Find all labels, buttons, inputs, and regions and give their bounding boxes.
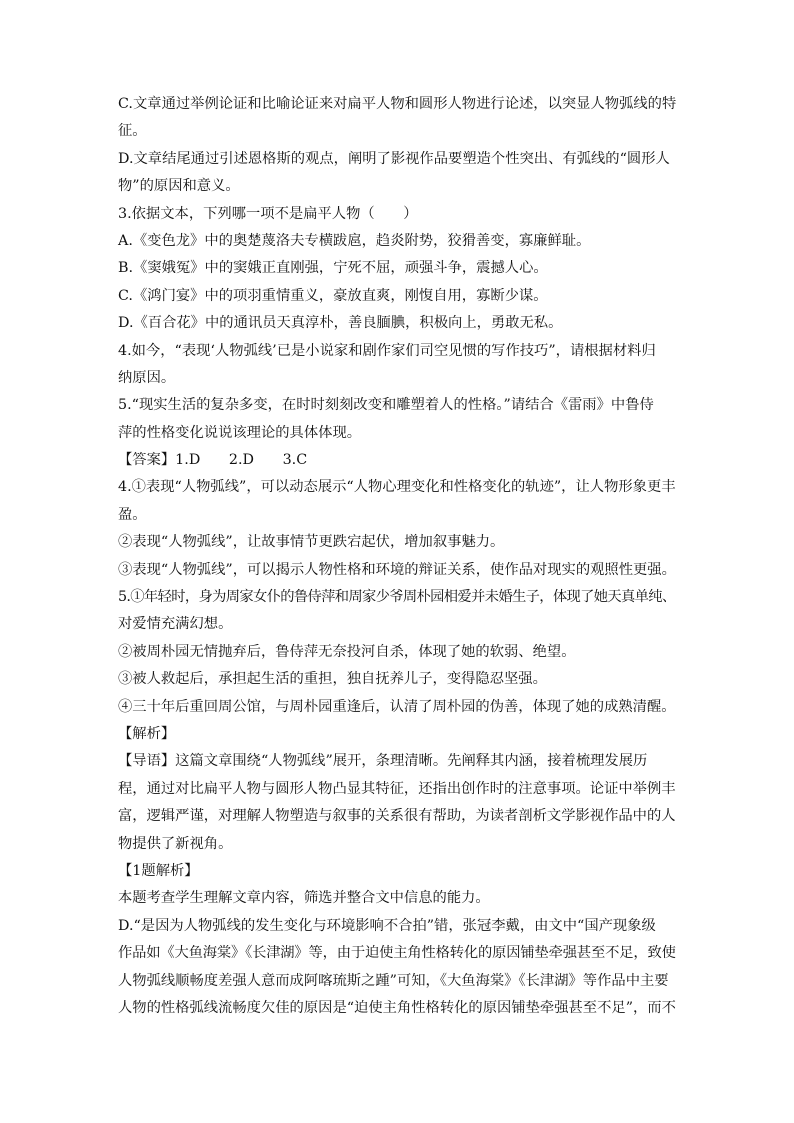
answer-4-point-3: ③表现“人物弧线”，可以揭示人物性格和环境的辩证关系，使作品对现实的观照性更强。 [118, 561, 676, 578]
answer-5-point-2: ②被周朴园无情抛弃后，鲁侍萍无奈投河自杀，体现了她的软弱、绝望。 [118, 643, 576, 660]
option-d-line-2: 物”的原因和意义。 [118, 178, 240, 195]
answer-4-point-1-line-1: 4.①表现“人物弧线”，可以动态展示“人物心理变化和性格变化的轨迹”，让人物形象更丰 [118, 479, 676, 496]
answer-5-point-1-line-2: 对爱情充满幻想。 [118, 616, 233, 633]
intro-line-3: 富，逻辑严谨，对理解人物塑造与叙事的关系很有帮助，为读者剖析文学影视作品中的人 [118, 808, 676, 825]
intro-line-4: 物提供了新视角。 [118, 835, 233, 852]
option-d-line-1: D.文章结尾通过引述恩格斯的观点，阐明了影视作品要塑造个性突出、有弧线的“圆形人 [118, 150, 670, 167]
question-3-option-c: C.《鸿门宴》中的项羽重情重义，豪放直爽，刚愎自用，寡断少谋。 [118, 287, 548, 304]
question-3-option-a: A.《变色龙》中的奥楚蔑洛夫专横跋扈，趋炎附势，狡猾善变，寡廉鲜耻。 [118, 232, 591, 249]
question-3-option-d: D.《百合花》中的通讯员天真淳朴，善良腼腆，积极向上，勇敢无私。 [118, 315, 563, 332]
question-1-analysis-intro: 本题考查学生理解文章内容，筛选并整合文中信息的能力。 [118, 890, 490, 907]
question-1-analysis-line-2: 作品如《大鱼海棠》《长津湖》等，由于迫使主角性格转化的原因铺垫牵强甚至不足，致使 [118, 945, 676, 962]
question-1-analysis-line-1: D.“是因为人物弧线的发生变化与环境影响不合拍”错，张冠李戴，由文中“国产现象级 [118, 917, 656, 934]
question-4-line-1: 4.如今，“表现‘人物弧线’已是小说家和剧作家们司空见惯的写作技巧”，请根据材料归 [118, 342, 656, 359]
intro-line-2: 程，通过对比扁平人物与圆形人物凸显其特征，还指出创作时的注意事项。论证中举例丰 [118, 780, 676, 797]
document-body [118, 91, 676, 1022]
question-4-line-2: 纳原因。 [118, 369, 176, 386]
question-3: 3.依据文本，下列哪一项不是扁平人物（ ） [118, 205, 418, 222]
option-c-line-2: 征。 [118, 123, 147, 140]
question-5-line-2: 萍的性格变化说说该理论的具体体现。 [118, 424, 362, 441]
answer-4-point-1-line-2: 盈。 [118, 506, 147, 523]
answer-4-point-2: ②表现“人物弧线”，让故事情节更跌宕起伏，增加叙事魅力。 [118, 534, 505, 551]
question-1-analysis-line-3: 人物弧线顺畅度差强人意而成阿喀琉斯之踵”可知，《大鱼海棠》《长津湖》等作品中主要 [118, 972, 669, 989]
answer-5-point-1-line-1: 5.①年轻时，身为周家女仆的鲁侍萍和周家少爷周朴园相爱并未婚生子，体现了她天真单纯、 [118, 589, 676, 606]
question-1-analysis-heading: 【1题解析】 [118, 862, 199, 879]
option-c-line-1: C.文章通过举例论证和比喻论证来对扁平人物和圆形人物进行论述，以突显人物弧线的特 [118, 96, 677, 112]
answer-5-point-4: ④三十年后重回周公馆，与周朴园重逢后，认清了周朴园的伪善，体现了她的成熟清醒。 [118, 698, 676, 715]
answer-key: 【答案】1.D 2.D 3.C [118, 452, 308, 469]
intro-line-1: 【导语】这篇文章围绕“人物弧线”展开，条理清晰。先阐释其内涵，接着梳理发展历 [118, 753, 648, 770]
question-3-option-b: B.《窦娥冤》中的窦娥正直刚强，宁死不屈，顽强斗争，震撼人心。 [118, 260, 548, 277]
analysis-heading: 【解析】 [118, 725, 176, 742]
answer-5-point-3: ③被人救起后，承担起生活的重担，独自抚养儿子，变得隐忍坚强。 [118, 671, 547, 688]
question-1-analysis-line-4: 人物的性格弧线流畅度欠佳的原因是“迫使主角性格转化的原因铺垫牵强甚至不足”，而不 [118, 999, 676, 1016]
question-5-line-1: 5.“现实生活的复杂多变，在时时刻刻改变和雕塑着人的性格。”请结合《雷雨》中鲁侍 [118, 397, 654, 414]
